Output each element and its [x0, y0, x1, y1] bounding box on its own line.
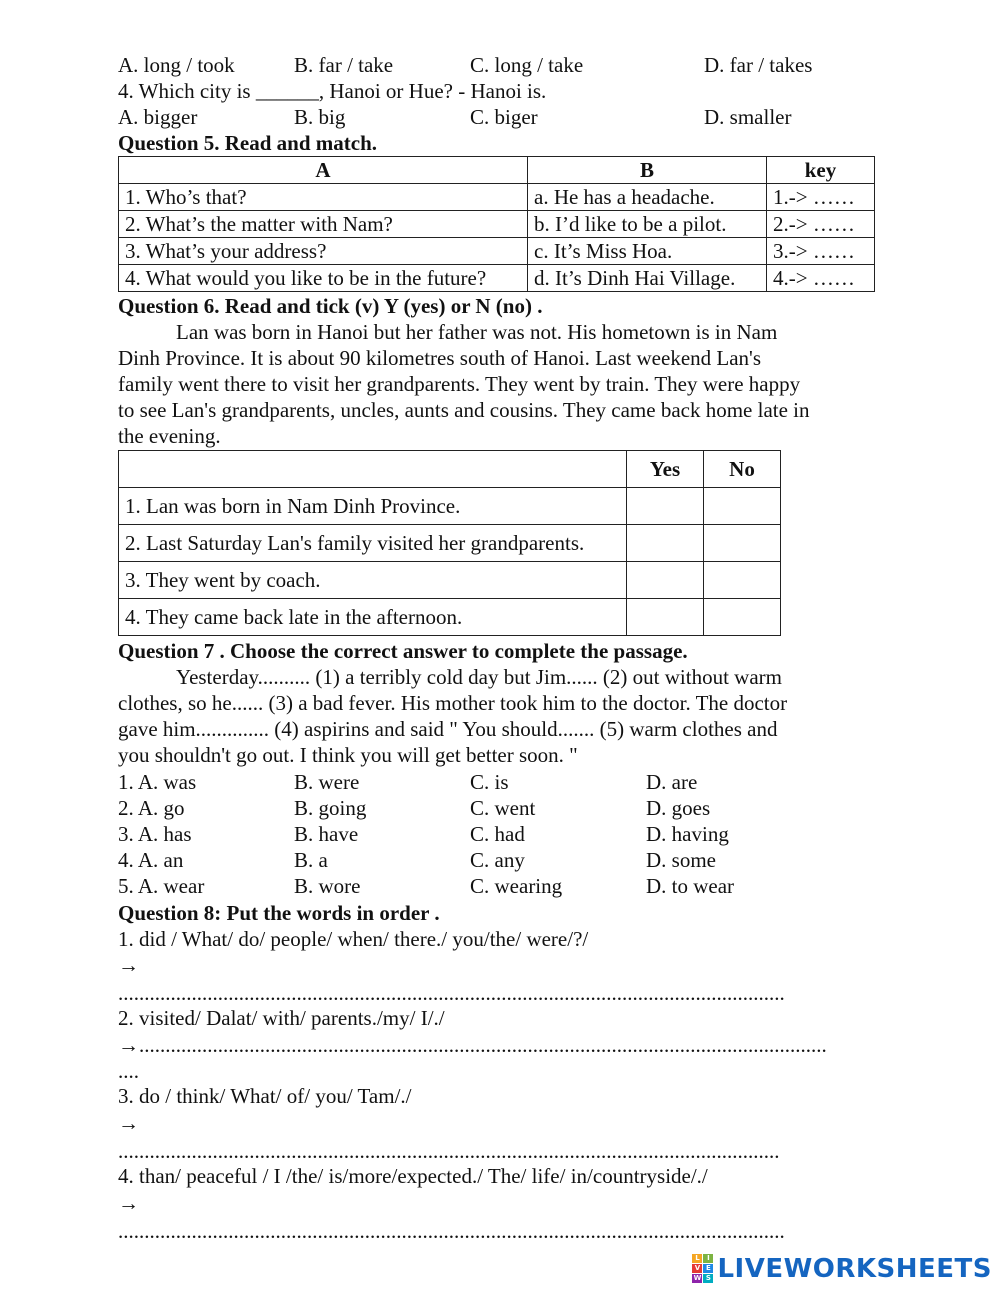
tick-table	[118, 450, 781, 636]
statement: 4. They came back late in the afternoon.	[119, 599, 627, 636]
arrow-icon: →	[118, 1111, 139, 1135]
yes-tick-cell[interactable]	[627, 525, 704, 562]
brand-name: LIVEWORKSHEETS	[717, 1253, 992, 1284]
option-a[interactable]: 2. A. go	[118, 796, 185, 820]
answer-line[interactable]: →...................................................................................................................................	[118, 1033, 827, 1057]
table-row	[119, 238, 875, 265]
table-row	[119, 562, 781, 599]
cell-a: 1. Who’s that?	[119, 184, 528, 211]
yes-tick-cell[interactable]	[627, 488, 704, 525]
logo-icon: L I V E W S	[692, 1254, 713, 1283]
table-header-row	[119, 451, 781, 488]
cell-b: a. He has a headache.	[528, 184, 767, 211]
q8-prompt: 3. do / think/ What/ of/ you/ Tam/./	[118, 1084, 412, 1108]
table-header-row	[119, 157, 875, 184]
header-no: No	[704, 451, 781, 488]
no-tick-cell[interactable]	[704, 562, 781, 599]
q5-title: Question 5. Read and match.	[118, 131, 378, 155]
table-row	[119, 525, 781, 562]
table-row	[119, 184, 875, 211]
option-d[interactable]: D. having	[646, 822, 729, 846]
option-d[interactable]: D. goes	[646, 796, 711, 820]
q8-prompt: 4. than/ peaceful / I /the/ is/more/expected./ The/ life/ in/countryside/./	[118, 1164, 708, 1188]
passage-line: Yesterday.......... (1) a terribly cold day but Jim...... (2) out without warm	[176, 665, 782, 689]
liveworksheets-logo	[692, 1254, 992, 1283]
q8-title: Question 8: Put the words in order .	[118, 901, 440, 925]
option-b: B. big	[294, 105, 346, 129]
option-d: D. smaller	[704, 105, 792, 129]
option-c: C. biger	[470, 105, 538, 129]
answer-line[interactable]: ...............................................................................................................................	[118, 1219, 785, 1243]
option-b[interactable]: B. going	[294, 796, 367, 820]
option-a[interactable]: 4. A. an	[118, 848, 184, 872]
header-key: key	[767, 157, 875, 184]
q4-question: 4. Which city is ______, Hanoi or Hue? - Hanoi is.	[118, 79, 547, 103]
q6-title: Question 6. Read and tick (v) Y (yes) or N (no) .	[118, 294, 543, 318]
header-a: A	[119, 157, 528, 184]
option-c[interactable]: C. had	[470, 822, 525, 846]
table-row	[119, 265, 875, 292]
answer-key-field[interactable]: 4.-> ……	[767, 265, 875, 292]
option-b[interactable]: B. a	[294, 848, 328, 872]
header-b: B	[528, 157, 767, 184]
answer-key-field[interactable]: 3.-> ……	[767, 238, 875, 265]
option-c[interactable]: C. went	[470, 796, 536, 820]
option-c: C. long / take	[470, 53, 584, 77]
option-a: A. bigger	[118, 105, 198, 129]
passage-line: the evening.	[118, 424, 221, 448]
cell-a: 4. What would you like to be in the future?	[119, 265, 528, 292]
option-c[interactable]: C. wearing	[470, 874, 563, 898]
option-b[interactable]: B. have	[294, 822, 359, 846]
match-table	[118, 156, 875, 292]
option-b[interactable]: B. wore	[294, 874, 361, 898]
cell-b: d. It’s Dinh Hai Village.	[528, 265, 767, 292]
table-row	[119, 599, 781, 636]
q8-prompt: 1. did / What/ do/ people/ when/ there./ you/the/ were/?/	[118, 927, 589, 951]
passage-line: family went there to visit her grandparents. They went by train. They were happy	[118, 372, 801, 396]
answer-line[interactable]: ...............................................................................................................................	[118, 981, 785, 1005]
table-row	[119, 211, 875, 238]
option-d[interactable]: D. some	[646, 848, 716, 872]
option-d[interactable]: D. are	[646, 770, 698, 794]
option-d[interactable]: D. to wear	[646, 874, 735, 898]
passage-line: to see Lan's grandparents, uncles, aunts and cousins. They came back home late in	[118, 398, 810, 422]
statement: 2. Last Saturday Lan's family visited her grandparents.	[119, 525, 627, 562]
q8-prompt: 2. visited/ Dalat/ with/ parents./my/ I/./	[118, 1006, 445, 1030]
statement: 3. They went by coach.	[119, 562, 627, 599]
yes-tick-cell[interactable]	[627, 562, 704, 599]
answer-line[interactable]: ..............................................................................................................................	[118, 1139, 780, 1163]
no-tick-cell[interactable]	[704, 525, 781, 562]
answer-line-continued[interactable]: ....	[118, 1059, 139, 1083]
passage-line: Lan was born in Hanoi but her father was not. His hometown is in Nam	[176, 320, 778, 344]
passage-line: you shouldn't go out. I think you will get better soon. "	[118, 743, 578, 767]
option-a: A. long / took	[118, 53, 235, 77]
cell-a: 3. What’s your address?	[119, 238, 528, 265]
option-a[interactable]: 3. A. has	[118, 822, 192, 846]
option-c[interactable]: C. is	[470, 770, 509, 794]
passage-line: Dinh Province. It is about 90 kilometres south of Hanoi. Last weekend Lan's	[118, 346, 761, 370]
header-blank	[119, 451, 627, 488]
option-c[interactable]: C. any	[470, 848, 525, 872]
answer-key-field[interactable]: 1.-> ……	[767, 184, 875, 211]
passage-line: gave him.............. (4) aspirins and said " You should....... (5) warm clothes and	[118, 717, 778, 741]
passage-line: clothes, so he...... (3) a bad fever. His mother took him to the doctor. The doctor	[118, 691, 788, 715]
option-a[interactable]: 1. A. was	[118, 770, 197, 794]
option-a[interactable]: 5. A. wear	[118, 874, 205, 898]
cell-b: c. It’s Miss Hoa.	[528, 238, 767, 265]
q7-title: Question 7 . Choose the correct answer to complete the passage.	[118, 639, 688, 663]
option-b: B. far / take	[294, 53, 394, 77]
header-yes: Yes	[627, 451, 704, 488]
no-tick-cell[interactable]	[704, 599, 781, 636]
answer-key-field[interactable]: 2.-> ……	[767, 211, 875, 238]
option-b[interactable]: B. were	[294, 770, 360, 794]
arrow-icon: →	[118, 953, 139, 977]
cell-a: 2. What’s the matter with Nam?	[119, 211, 528, 238]
yes-tick-cell[interactable]	[627, 599, 704, 636]
option-d: D. far / takes	[704, 53, 813, 77]
arrow-icon: →	[118, 1191, 139, 1215]
no-tick-cell[interactable]	[704, 488, 781, 525]
table-row	[119, 488, 781, 525]
statement: 1. Lan was born in Nam Dinh Province.	[119, 488, 627, 525]
cell-b: b. I’d like to be a pilot.	[528, 211, 767, 238]
